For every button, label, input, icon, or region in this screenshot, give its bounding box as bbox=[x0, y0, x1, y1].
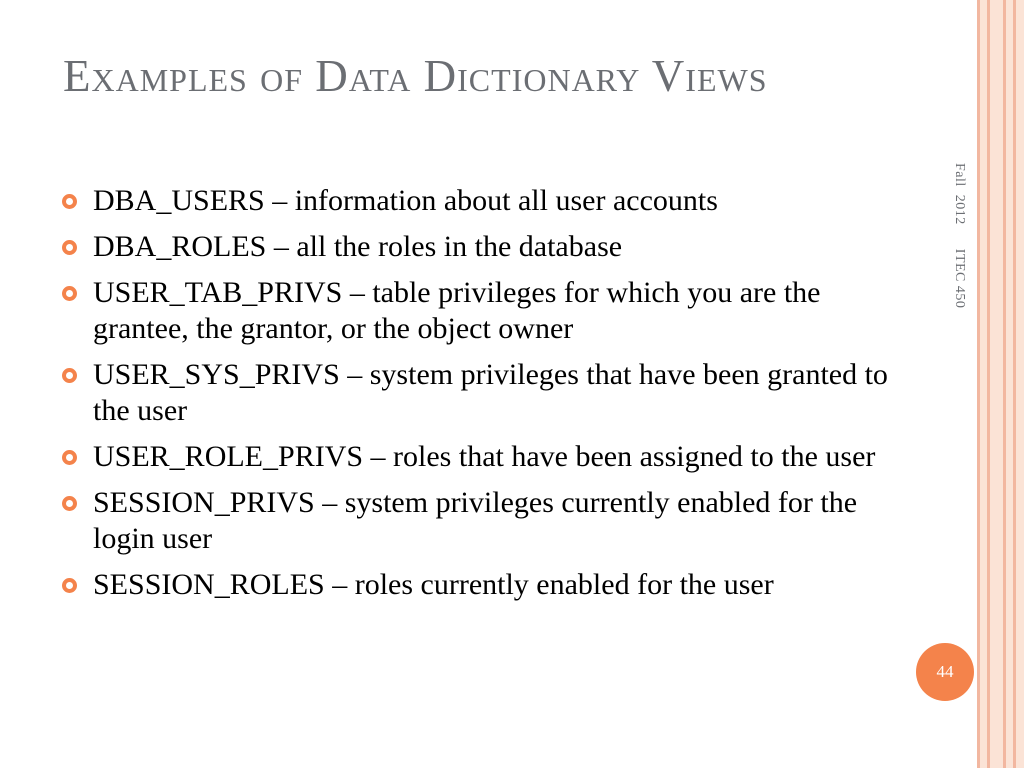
bullet-item bbox=[62, 275, 902, 347]
bullet-item bbox=[62, 485, 902, 557]
bullet-ring-icon bbox=[62, 578, 77, 593]
decorative-stripe-line bbox=[1003, 0, 1006, 768]
bullet-item bbox=[62, 229, 902, 265]
bullet-ring-icon bbox=[62, 286, 77, 301]
bullet-ring-icon bbox=[62, 368, 77, 383]
bullet-text: SESSION_ROLES – roles currently enabled for the user bbox=[93, 568, 774, 601]
decorative-stripe-line bbox=[1013, 0, 1016, 768]
decorative-stripe-line bbox=[977, 0, 980, 768]
bullet-ring-icon bbox=[62, 240, 77, 255]
bullet-text: DBA_ROLES – all the roles in the database bbox=[93, 230, 623, 263]
page-number-badge bbox=[916, 643, 974, 701]
bullet-ring-icon bbox=[62, 496, 77, 511]
bullet-item bbox=[62, 439, 902, 475]
bullet-ring-icon bbox=[62, 450, 77, 465]
bullet-item bbox=[62, 183, 902, 219]
bullet-text: USER_ROLE_PRIVS – roles that have been assigned to the user bbox=[93, 440, 876, 473]
decorative-stripe-panel bbox=[977, 0, 1024, 768]
bullet-text: USER_SYS_PRIVS – system privileges that have been granted to the user bbox=[93, 358, 888, 427]
bullet-item bbox=[62, 357, 902, 429]
page-number: 44 bbox=[936, 662, 954, 681]
bullet-text: USER_TAB_PRIVS – table privileges for which you are the grantee, the grantor, or the object owner bbox=[93, 276, 821, 345]
bullet-text: DBA_USERS – information about all user accounts bbox=[93, 184, 718, 217]
decorative-stripe-line bbox=[987, 0, 990, 768]
footer-side-label: Fall 2012 ITEC 450 bbox=[952, 163, 967, 309]
bullet-text: SESSION_PRIVS – system privileges currently enabled for the login user bbox=[93, 486, 858, 555]
bullet-list bbox=[62, 183, 902, 613]
bullet-ring-icon bbox=[62, 194, 77, 209]
slide-title: Examples of Data Dictionary Views bbox=[63, 51, 768, 101]
bullet-item bbox=[62, 567, 902, 603]
